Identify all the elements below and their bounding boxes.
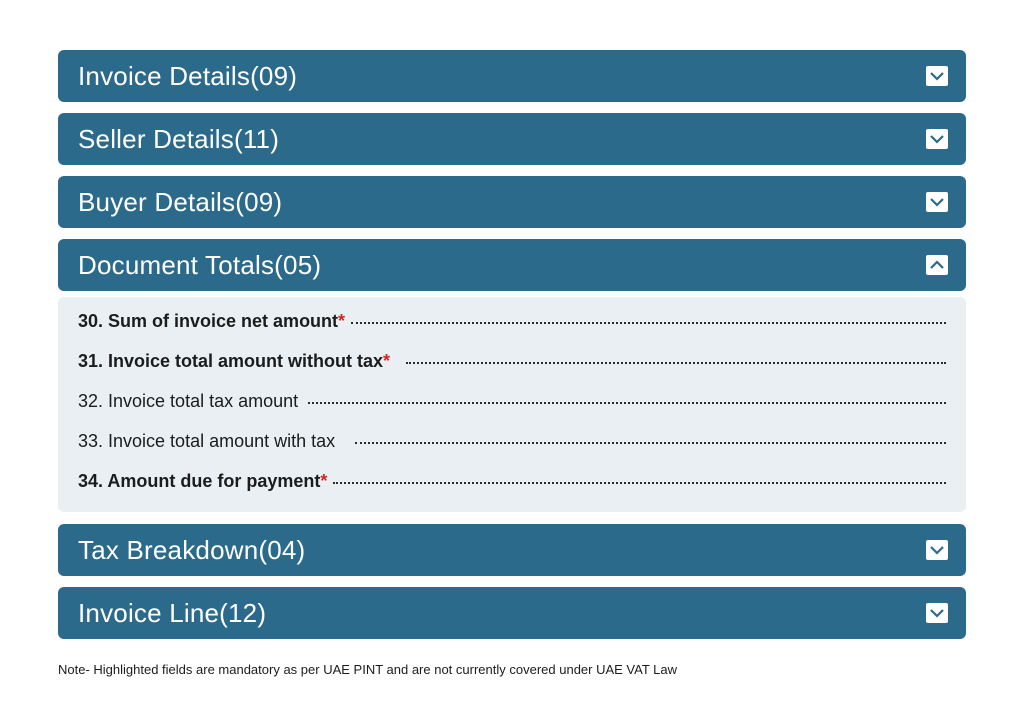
section-seller-details-header[interactable] — [58, 113, 966, 165]
section-title: Invoice Details(09) — [78, 61, 298, 91]
section-document-totals-header[interactable] — [58, 239, 966, 291]
chevron-down-icon[interactable] — [926, 540, 948, 560]
section-title: Tax Breakdown(04) — [78, 535, 306, 565]
field-row-invoice-total-without-tax — [78, 351, 946, 381]
dotted-leader — [351, 321, 946, 324]
footnote: Note- Highlighted fields are mandatory as per UAE PINT and are not currently covered under UAE VAT Law — [58, 662, 678, 677]
field-label: 30. Sum of invoice net amount — [78, 311, 339, 331]
section-invoice-details-header[interactable] — [58, 50, 966, 102]
section-invoice-line-header[interactable] — [58, 587, 966, 639]
dotted-leader — [333, 481, 946, 484]
required-mark: * — [338, 311, 346, 331]
chevron-down-icon[interactable] — [926, 603, 948, 623]
chevron-down-icon[interactable] — [926, 129, 948, 149]
section-buyer-details-header[interactable] — [58, 176, 966, 228]
chevron-down-icon[interactable] — [926, 192, 948, 212]
field-row-sum-invoice-net-amount — [78, 311, 946, 341]
field-label: 32. Invoice total tax amount — [78, 391, 299, 411]
chevron-up-icon[interactable] — [926, 255, 948, 275]
section-title: Seller Details(11) — [78, 124, 280, 154]
field-label: 33. Invoice total amount with tax — [78, 431, 336, 451]
required-mark: * — [383, 351, 391, 371]
field-label: 31. Invoice total amount without tax — [78, 351, 384, 371]
field-label: 34. Amount due for payment — [78, 471, 321, 491]
dotted-leader — [406, 361, 946, 364]
section-tax-breakdown-header[interactable] — [58, 524, 966, 576]
field-row-invoice-total-with-tax — [78, 431, 946, 461]
section-title: Buyer Details(09) — [78, 187, 283, 217]
field-row-amount-due-for-payment — [78, 471, 946, 501]
dotted-leader — [308, 401, 946, 404]
section-title: Invoice Line(12) — [78, 598, 267, 628]
section-title: Document Totals(05) — [78, 250, 322, 280]
chevron-down-icon[interactable] — [926, 66, 948, 86]
required-mark: * — [320, 471, 328, 491]
field-row-invoice-total-tax-amount — [78, 391, 946, 421]
section-document-totals-body — [58, 297, 966, 512]
dotted-leader — [355, 441, 946, 444]
